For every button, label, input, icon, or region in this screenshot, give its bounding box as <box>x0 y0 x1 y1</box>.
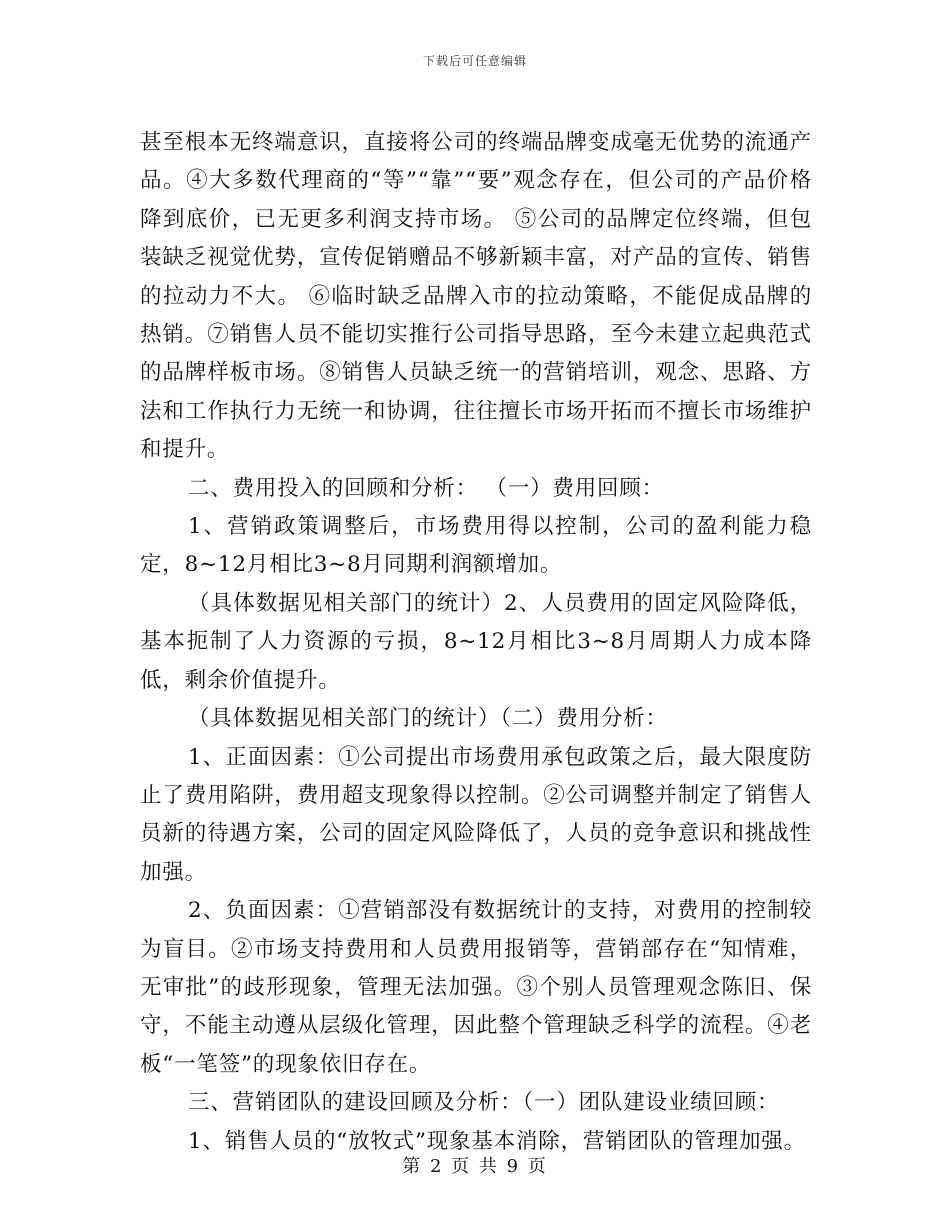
section-heading-expense-review: 二、费用投入的回顾和分析： （一）费用回顾： <box>188 475 664 501</box>
paragraph-positive-factors: 1、正面因素：①公司提出市场费用承包政策之后，最大限度防止了费用陷阱，费用超支现象得以控制。②公司调整并制定了销售人员新的待遇方案，公司的固定风险降低了，人员的竞争意识和挑战性加强。 <box>140 744 812 885</box>
paragraph-personnel-cost: （具体数据见相关部门的统计）2、人员费用的固定风险降低，基本扼制了人力资源的亏损，8~12月相比3~8月周期人力成本降低，剩余价值提升。 <box>140 590 812 693</box>
page-header-note: 下载后可任意编辑 <box>422 54 527 68</box>
paragraph-sales-staff: 1、销售人员的“放牧式”现象基本消除，营销团队的管理加强。 <box>188 1128 806 1154</box>
section-heading-team-building: 三、营销团队的建设回顾及分析：（一）团队建设业绩回顾： <box>188 1090 780 1116</box>
page-number-footer: 第 2 页 共 9 页 <box>402 1156 548 1177</box>
paragraph-negative-factors: 2、负面因素：①营销部没有数据统计的支持，对费用的控制较为盲目。②市场支持费用和人员费用报销等，营销部存在“知情难，无审批”的歧形现象，管理无法加强。③个别人员管理观念陈旧、保守，不能主动遵从层级化管理，因此整个管理缺乏科学的流程。④老板“一笔签”的现象依旧存在。 <box>140 898 812 1077</box>
document-body <box>140 124 812 1161</box>
section-heading-expense-analysis: （具体数据见相关部门的统计）（二）费用分析： <box>188 706 668 732</box>
paragraph-continuation: 甚至根本无终端意识，直接将公司的终端品牌变成毫无优势的流通产品。④大多数代理商的“等”“靠”“要”观念存在，但公司的产品价格降到底价，已无更多利润支持市场。 ⑤公司的品牌定位终端，但包装缺乏视觉优势，宣传促销赠品不够新颖丰富，对产品的宣传、销售的拉动力不大。 ⑥临时缺乏品牌入市的拉动策略，不能促成品牌的热销。⑦销售人员不能切实推行公司指导思路，至今未建立起典范式的品牌样板市场。⑧销售人员缺乏统一的营销培训，观念、思路、方法和工作执行力无统一和协调，往往擅长市场开拓而不擅长市场维护和提升。 <box>140 130 812 463</box>
paragraph-marketing-policy: 1、营销政策调整后，市场费用得以控制，公司的盈利能力稳定，8~12月相比3~8月同期利润额增加。 <box>140 514 812 578</box>
